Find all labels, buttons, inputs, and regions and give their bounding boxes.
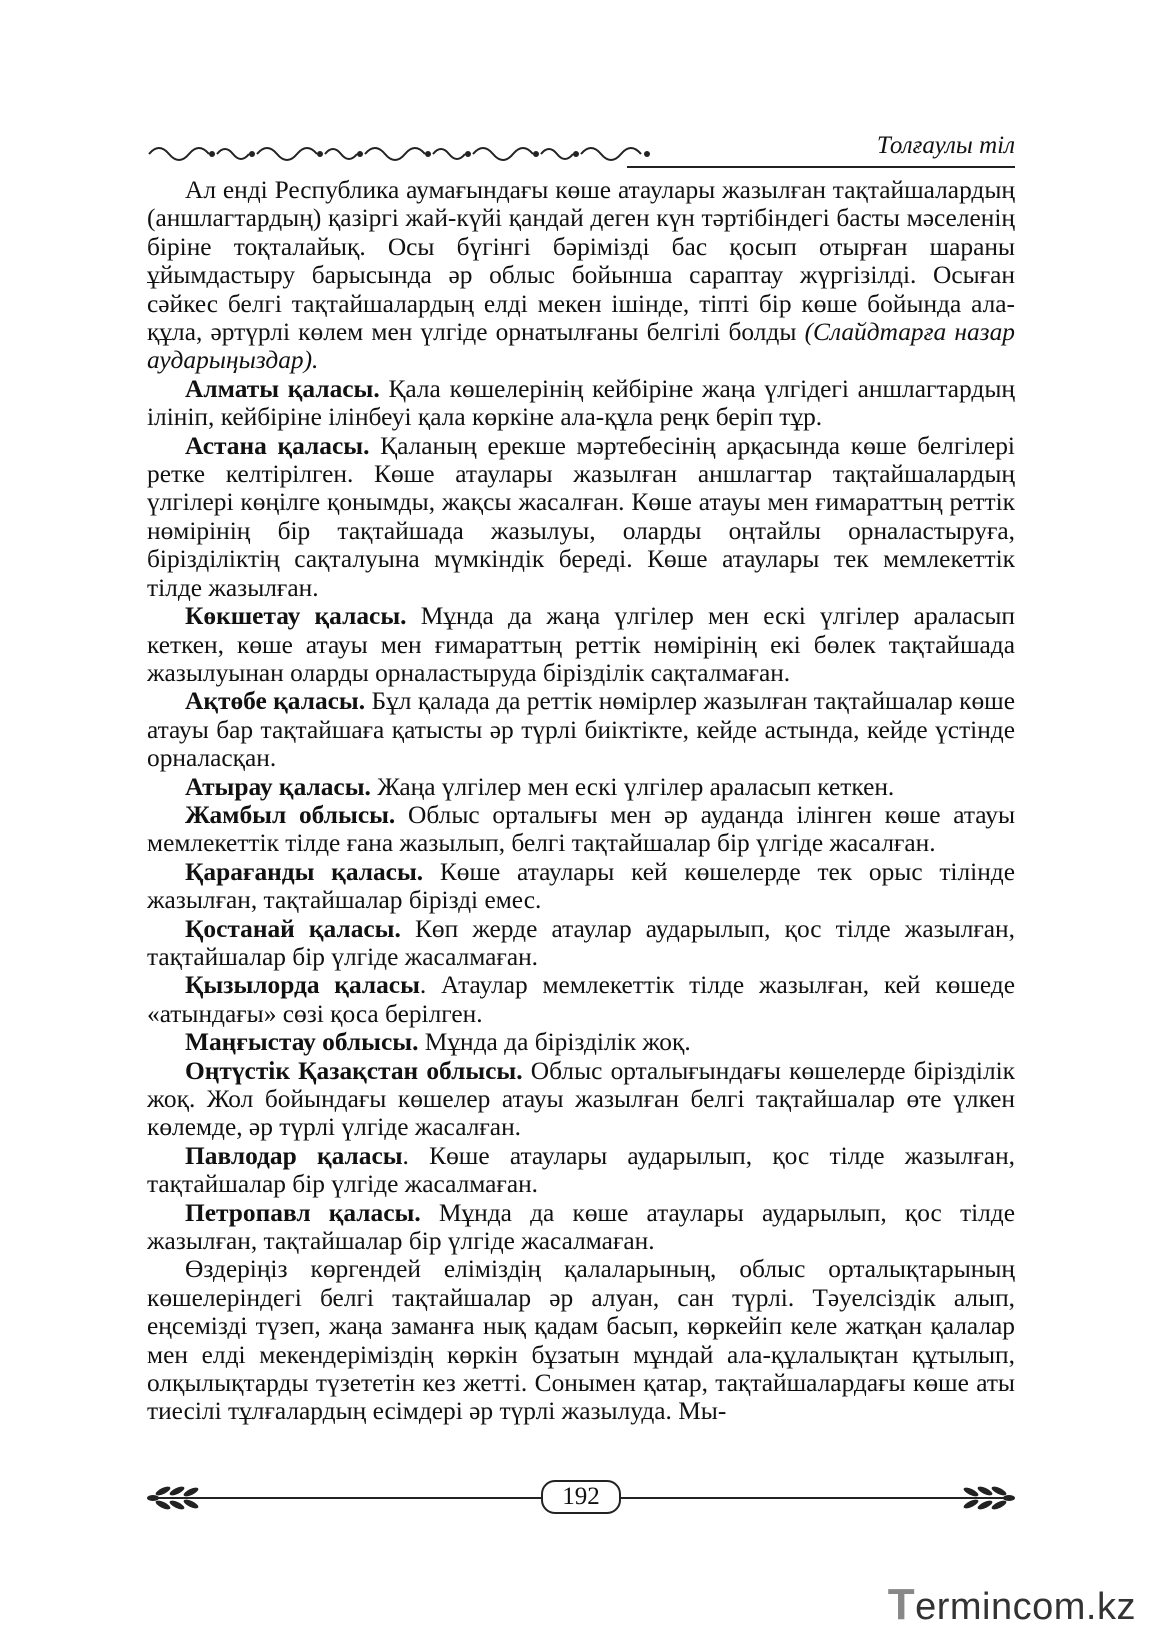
paragraph-text: Қаланың ерекше мәртебесінің арқасында көше белгілері ретке келтірілген. Көше атаулары жазылған аншлагтар тақтайшалардың үлгілері көңілге қонымды, жақсы жасалған. Көше атауы мен ғимараттың реттік нөмірінің бір тақтайшада жазылуы, оларды оңтайлы орналастыруға, бірізділіктің сақталуына мүмкіндік береді. Көше атаулары тек мемлекеттік тілде жазылған. — [147, 431, 1015, 602]
paragraph-lead: Петропавл қаласы. — [185, 1198, 421, 1227]
paragraph — [147, 602, 1015, 687]
watermark-first-letter: T — [887, 1580, 916, 1629]
header-rule — [627, 166, 1015, 168]
ornament-border-icon — [147, 140, 667, 166]
running-title: Толғаулы тіл — [876, 132, 1015, 159]
paragraph-lead: Алматы қаласы. — [185, 374, 380, 403]
paragraph-lead: Қызылорда қаласы — [185, 971, 420, 1000]
paragraph — [147, 375, 1015, 432]
paragraph — [147, 1142, 1015, 1199]
paragraph-text: Облыс орталығы мен әр ауданда ілінген көше атауы мемлекеттік тілде ғана жазылып, белгі тақтайшалар бір үлгіде жасалған. — [147, 800, 1015, 858]
paragraph — [147, 687, 1015, 772]
paragraph-italic: (Слайдтарға назар аударыңыздар). — [147, 318, 1015, 375]
paragraph-lead: Павлодар қаласы — [185, 1141, 403, 1170]
paragraph — [147, 1057, 1015, 1142]
paragraph-lead: Оңтүстік Қазақстан облысы. — [185, 1056, 523, 1085]
watermark-logo — [888, 1580, 1136, 1630]
paragraph-lead: Қостанай қаласы. — [185, 914, 401, 943]
paragraph-lead: Астана қаласы. — [185, 431, 370, 460]
paragraph — [147, 915, 1015, 972]
paragraph-lead: Жамбыл облысы. — [185, 800, 396, 829]
paragraph-text: Мұнда да біріздiлік жоқ. — [418, 1028, 691, 1057]
paragraph-text: Қала көшелерінің кейбіріне жаңа үлгідегі аншлагтардың ілініп, кейбіріне ілінбеуі қала көркіне ала-құла реңк беріп тұр. — [147, 374, 1015, 432]
footer-rule-right — [621, 1497, 951, 1499]
footer-rule-left — [211, 1497, 541, 1499]
leaf-ornament-icon — [951, 1483, 1015, 1513]
paragraph-text: Бұл қалада да реттік нөмірлер жазылған тақтайшалар көше атауы бар тақтайшаға қатысты әр түрлі биіктікте, кейде астында, кейде үстінде орналасқан. — [147, 687, 1015, 773]
paragraph — [147, 1199, 1015, 1256]
paragraph-lead: Қарағанды қаласы. — [185, 857, 424, 886]
paragraph-text: Көп жерде атаулар аударылып, қос тілде жазылған, тақтайшалар бір үлгіде жасалмаған. — [147, 914, 1015, 971]
paragraph-text: Облыс орталығындағы көшелерде біріздiлік жоқ. Жол бойындағы көшелер атауы жазылған белгі тақтайшалар өте үлкен көлемде, әр түрлі үлгіде жасалған. — [147, 1056, 1015, 1142]
paragraph-lead: Атырау қаласы. — [185, 772, 371, 801]
watermark-o: o — [1032, 1586, 1054, 1628]
leaf-ornament-icon — [147, 1483, 211, 1513]
paragraph-lead: Маңғыстау облысы. — [185, 1028, 419, 1057]
watermark-tail: m.kz — [1053, 1586, 1136, 1628]
paragraph-text: Жаңа үлгілер мен ескі үлгілер араласып кеткен. — [370, 772, 895, 801]
paragraph-text: . Атаулар мемлекеттік тілде жазылған, кей көшеде «атындағы» сөзі қоса берілген. — [147, 971, 1015, 1028]
paragraph — [147, 432, 1015, 602]
paragraph — [147, 176, 1015, 375]
watermark-rest: erminc — [915, 1586, 1033, 1628]
page-number: 192 — [541, 1480, 621, 1514]
paragraph — [147, 773, 1015, 801]
paragraph — [147, 801, 1015, 858]
running-header — [147, 130, 1015, 172]
paragraph — [147, 971, 1015, 1028]
paragraph-text: Өздеріңіз көргендей еліміздің қалаларының, облыс орталықтарының көшелеріндегі белгі тақтайшалар әр алуан, сан түрлі. Тәуелсіздік алып, еңсемізді түзеп, жаңа заманға нық қадам басып, көркейіп келе жатқан қалалар мен елді мекендеріміздің көркін бұзатын мұндай ала-құлалықтан құтылып, олқылықтарды түзететін кез жетті. Сонымен қатар, тақтайшалардағы көше аты тиесілі тұлғалардың есімдері әр түрлі жазылуда. Мы- — [147, 1255, 1015, 1426]
page-body — [147, 176, 1015, 1426]
paragraph-text: Көше атаулары кей көшелерде тек орыс тілінде жазылған, тақтайшалар бірізді емес. — [147, 857, 1015, 915]
paragraph-lead: Көкшетау қаласы. — [185, 602, 407, 631]
paragraph-text: Ал енді Республика аумағындағы көше атаулары жазылған тақтайшалардың (аншлагтардың) қазіргі жай-күйі қандай деген күн тәртібіндегі басты мәселенің біріне тоқталайық. Осы бүгінгі бәрімізді бас қосып отырған шараны ұйымдастыру барысында әр облыс бойынша сараптау жүргізілді. Осыған сәйкес белгі тақтайшалардың елді мекен ішінде, тіпті бір көше бойында ала-құла, әртүрлі көлем мен үлгіде орнатылғаны белгілі болды — [147, 176, 1015, 347]
page-footer — [147, 1480, 1015, 1516]
paragraph — [147, 1255, 1015, 1425]
paragraph — [147, 1028, 1015, 1056]
paragraph-text: . Көше атаулары аударылып, қос тілде жазылған, тақтайшалар бір үлгіде жасалмаған. — [147, 1141, 1015, 1199]
paragraph-lead: Ақтөбе қаласы. — [185, 687, 366, 716]
paragraph-text: Мұнда да жаңа үлгілер мен ескі үлгілер араласып кеткен, көше атауы мен ғимараттың реттік нөмірінің екі бөлек тақтайшада жазылуынан оларды орналастыруда біріздiлік сақталмаған. — [147, 602, 1015, 687]
paragraph — [147, 858, 1015, 915]
paragraph-text: Мұнда да көше атаулары аударылып, қос тілде жазылған, тақтайшалар бір үлгіде жасалмаған. — [147, 1198, 1015, 1256]
